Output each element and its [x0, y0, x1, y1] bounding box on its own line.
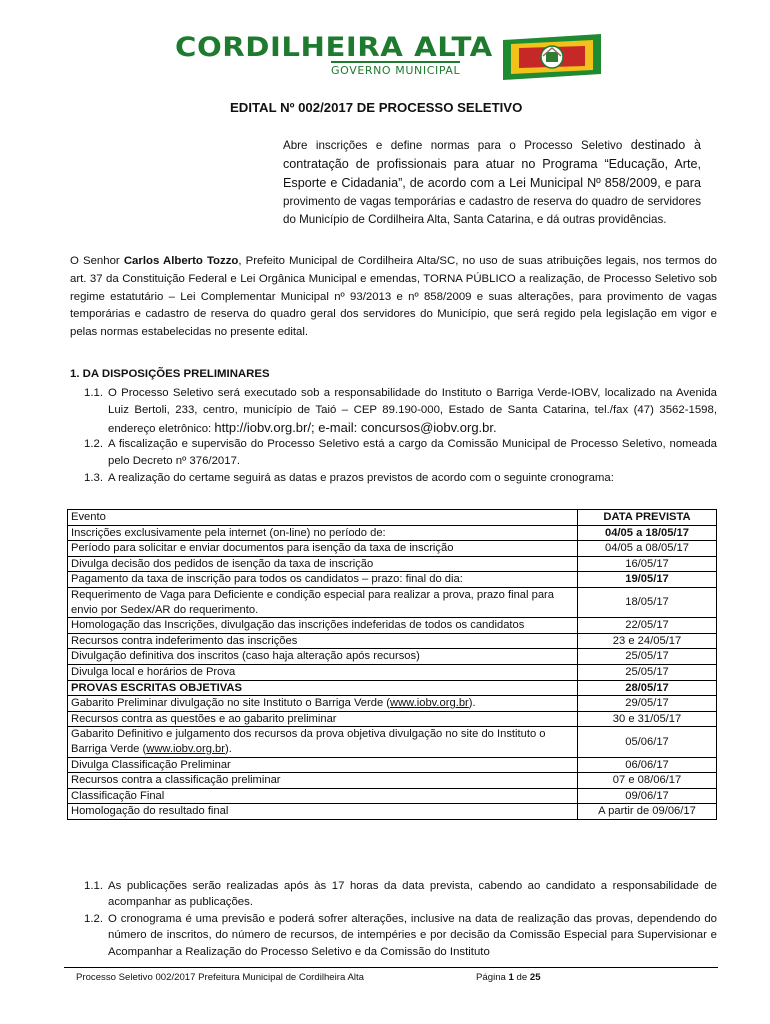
- date-cell: 16/05/17: [578, 556, 717, 572]
- date-cell: 19/05/17: [578, 572, 717, 588]
- event-cell: Pagamento da taxa de inscrição para todos os candidatos – prazo: final do dia:: [68, 572, 578, 588]
- event-cell: Gabarito Definitivo e julgamento dos recursos da prova objetiva divulgação no site do Instituto o Barriga Verde (www.iobv.org.br).: [68, 727, 578, 757]
- table-row: [68, 696, 717, 712]
- table-row: [68, 711, 717, 727]
- list-item: 1.3. A realização do certame seguirá as datas e prazos previstos de acordo com o seguinte cronograma:: [84, 472, 614, 484]
- list-item: 1.2. O cronograma é uma previsão e poderá sofrer alterações, inclusive na data de realização das provas, dependendo do número de inscritos, do número de recursos, de intempéries e por decisão da Comissão Especial para Supervisionar e Acompanhar a Realização do Processo Seletivo e da Comissão do Instituto: [84, 913, 717, 958]
- event-cell: Classificação Final: [68, 788, 578, 804]
- table-row: [68, 525, 717, 541]
- municipal-logo: [175, 34, 601, 80]
- date-cell: 09/06/17: [578, 788, 717, 804]
- table-row: [68, 804, 717, 820]
- event-cell: Inscrições exclusivamente pela internet (on-line) no período de:: [68, 525, 578, 541]
- date-cell: 06/06/17: [578, 757, 717, 773]
- abstract: Abre inscrições e define normas para o Processo Seletivo destinado à contratação de profissionais para atuar no Programa “Educação, Arte, Esporte e Cidadania”, de acordo com a Lei Municipal Nº 858/2009, e para provimento de vagas temporárias e cadastro de reserva do quadro de servidores do Município de Cordilheira Alta, Santa Catarina, e dá outras providências.: [283, 138, 702, 226]
- event-cell: Divulga Classificação Preliminar: [68, 757, 578, 773]
- municipal-flag-icon: [503, 34, 601, 80]
- event-cell: Recursos contra a classificação preliminar: [68, 773, 578, 789]
- table-row: [68, 727, 717, 757]
- event-cell: PROVAS ESCRITAS OBJETIVAS: [68, 680, 578, 696]
- table-row: [68, 556, 717, 572]
- event-cell: Divulga decisão dos pedidos de isenção da taxa de inscrição: [68, 556, 578, 572]
- date-cell: 25/05/17: [578, 664, 717, 680]
- logo-subtitle: GOVERNO MUNICIPAL: [331, 61, 460, 77]
- table-row: [68, 788, 717, 804]
- date-cell: 22/05/17: [578, 618, 717, 634]
- table-row: [68, 572, 717, 588]
- date-cell: 30 e 31/05/17: [578, 711, 717, 727]
- mayor-name: Carlos Alberto Tozzo: [123, 255, 239, 267]
- table-row: [68, 680, 717, 696]
- table-row: [68, 633, 717, 649]
- page-number: Página 1 de 25: [476, 972, 541, 983]
- intro-paragraph: O Senhor Carlos Alberto Tozzo, Prefeito Municipal de Cordilheira Alta/SC, no uso de suas atribuições legais, nos termos do art. 37 da Constituição Federal e Lei Orgânica Municipal e emendas, TORNA PÚBLICO a realização, de Processo Seletivo sob regime estatutário – Lei Complementar Municipal nº 93/2013 e nº 858/2009 e suas alterações, para provimento de vagas temporárias e cadastro de reserva do quadro geral dos servidores do Município, que será regido pela legislação em vigor e pelas normas estabelecidas no presente edital.: [70, 255, 717, 339]
- date-cell: 29/05/17: [578, 696, 717, 712]
- list-item: 1.1. As publicações serão realizadas após às 17 horas da data prevista, cabendo ao candidato a responsabilidade de acompanhar as publicações.: [84, 880, 717, 909]
- date-cell: 05/06/17: [578, 727, 717, 757]
- website-link[interactable]: www.iobv.org.br: [390, 697, 469, 710]
- table-row: [68, 587, 717, 617]
- date-cell: 25/05/17: [578, 649, 717, 665]
- event-cell: Requerimento de Vaga para Deficiente e condição especial para realizar a prova, prazo final para envio por Sedex/AR do requerimento.: [68, 587, 578, 617]
- table-row: [68, 757, 717, 773]
- date-cell: 07 e 08/06/17: [578, 773, 717, 789]
- list-item: 1.2. A fiscalização e supervisão do Processo Seletivo está a cargo da Comissão Municipal de Processo Seletivo, nomeada pelo Decreto nº 376/2017.: [84, 438, 717, 467]
- event-cell: Homologação do resultado final: [68, 804, 578, 820]
- table-header-row: [68, 510, 717, 526]
- table-row: [68, 541, 717, 557]
- event-cell: Recursos contra as questões e ao gabarito preliminar: [68, 711, 578, 727]
- date-cell: 04/05 a 08/05/17: [578, 541, 717, 557]
- event-cell: Homologação das Inscrições, divulgação das inscrições indeferidas de todos os candidatos: [68, 618, 578, 634]
- table-row: [68, 664, 717, 680]
- date-cell: 04/05 a 18/05/17: [578, 525, 717, 541]
- header-date: DATA PREVISTA: [578, 510, 717, 526]
- header-event: Evento: [68, 510, 578, 526]
- date-cell: A partir de 09/06/17: [578, 804, 717, 820]
- date-cell: 28/05/17: [578, 680, 717, 696]
- table-row: [68, 773, 717, 789]
- footer-divider: [64, 967, 718, 968]
- section-heading: 1. DA DISPOSIÇÕES PRELIMINARES: [70, 368, 270, 380]
- table-row: [68, 618, 717, 634]
- website-link[interactable]: www.iobv.org.br: [146, 742, 226, 755]
- event-cell: Período para solicitar e enviar documentos para isenção da taxa de inscrição: [68, 541, 578, 557]
- list-item: 1.1. O Processo Seletivo será executado sob a responsabilidade do Instituto o Barriga Verde-IOBV, localizado na Avenida Luiz Bertoli, 233, centro, município de Taió – CEP 89.190-000, Estado de Santa Catarina, tel./fax (47) 3562-1598, endereço eletrônico: http://iobv.org.br/; e-mail: concursos@iobv.org.br.: [84, 387, 717, 435]
- footer-title: Processo Seletivo 002/2017 Prefeitura Municipal de Cordilheira Alta: [76, 972, 364, 983]
- date-cell: 18/05/17: [578, 587, 717, 617]
- logo-name: CORDILHEIRA ALTA: [175, 32, 493, 63]
- event-cell: Recursos contra indeferimento das inscrições: [68, 633, 578, 649]
- schedule-table: [67, 509, 717, 820]
- table-row: [68, 649, 717, 665]
- document-title: EDITAL Nº 002/2017 DE PROCESSO SELETIVO: [230, 100, 523, 115]
- contact-link[interactable]: http://iobv.org.br/; e-mail: concursos@iobv.org.br.: [214, 420, 497, 435]
- event-cell: Gabarito Preliminar divulgação no site Instituto o Barriga Verde (www.iobv.org.br).: [68, 696, 578, 712]
- event-cell: Divulgação definitiva dos inscritos (caso haja alteração após recursos): [68, 649, 578, 665]
- date-cell: 23 e 24/05/17: [578, 633, 717, 649]
- event-cell: Divulga local e horários de Prova: [68, 664, 578, 680]
